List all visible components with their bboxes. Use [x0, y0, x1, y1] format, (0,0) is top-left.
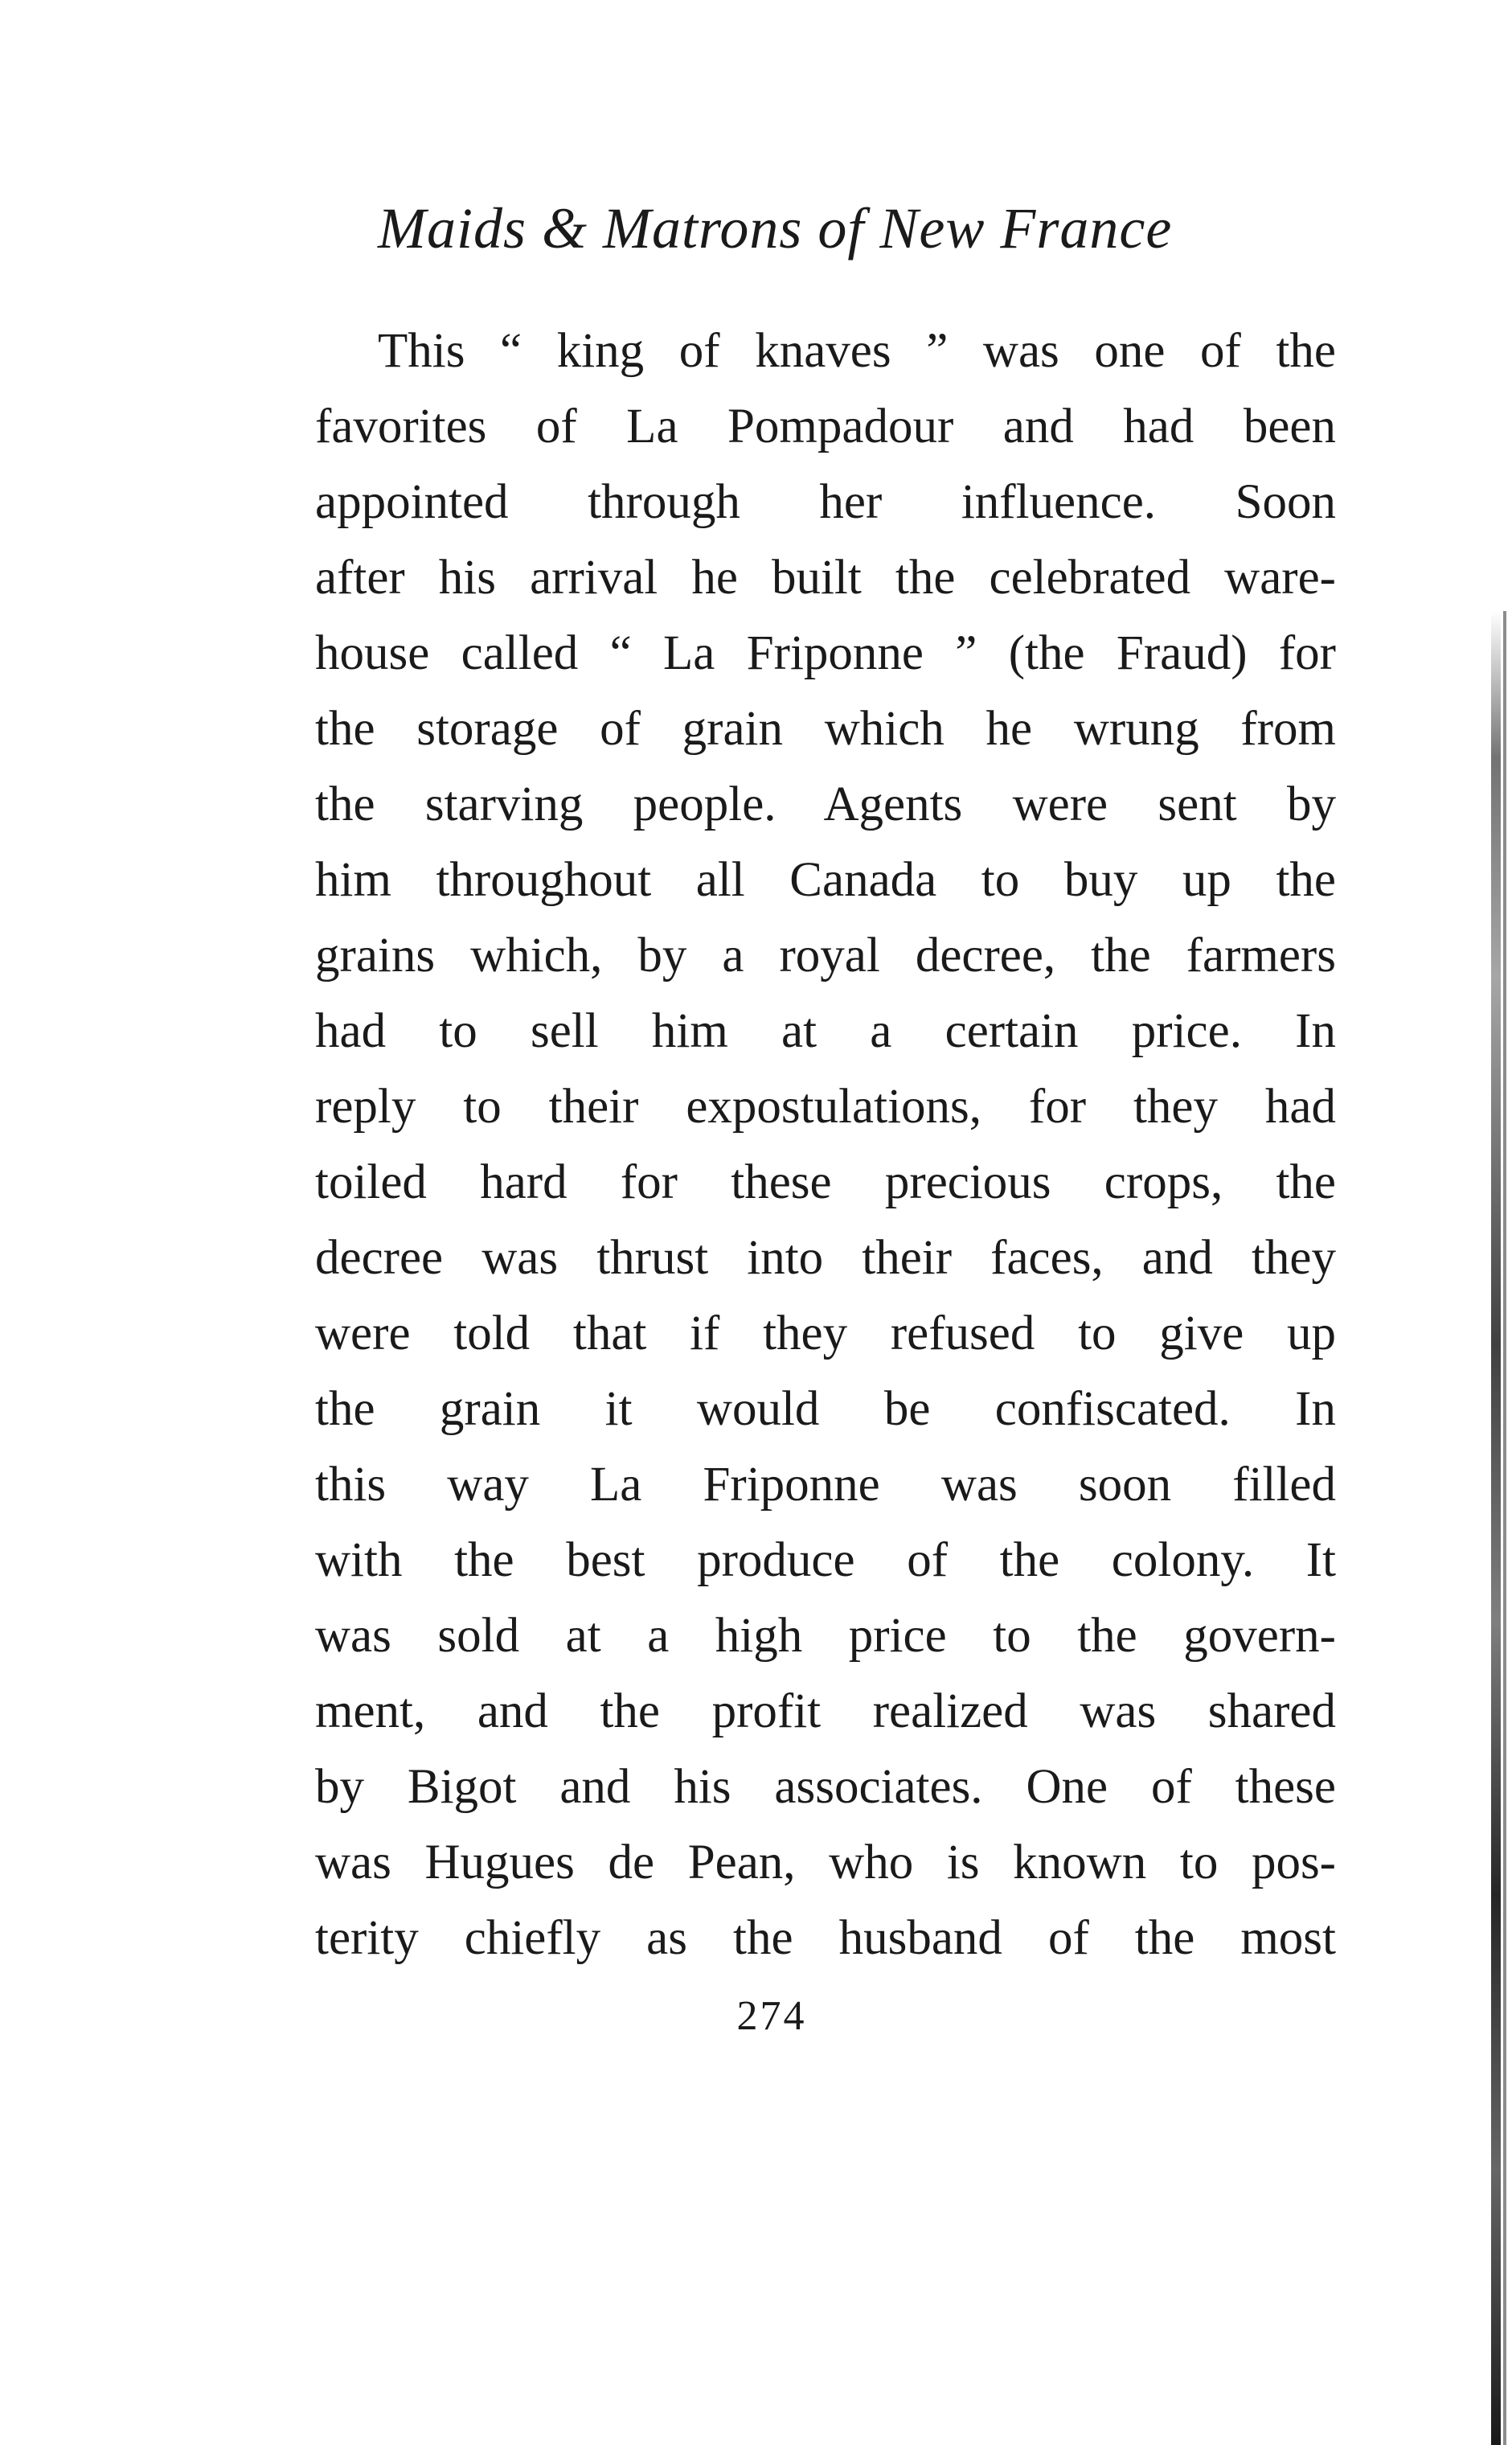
- text-line: the grain it would be confiscated. In: [315, 1382, 1336, 1436]
- text-line: after his arrival he built the celebrated ware-: [315, 551, 1336, 605]
- text-line: appointed through her influence. Soon: [315, 475, 1336, 529]
- text-line: was Hugues de Pean, who is known to pos-: [315, 1836, 1336, 1889]
- text-line: the storage of grain which he wrung from: [315, 702, 1336, 756]
- text-line: had to sell him at a certain price. In: [315, 1004, 1336, 1058]
- text-line: the starving people. Agents were sent by: [315, 777, 1336, 831]
- page-edge-shadow: [1491, 611, 1501, 2445]
- text-line: ment, and the profit realized was shared: [315, 1684, 1336, 1738]
- text-line: were told that if they refused to give up: [315, 1307, 1336, 1360]
- text-line: grains which, by a royal decree, the farmers: [315, 929, 1336, 983]
- text-line: with the best produce of the colony. It: [315, 1533, 1336, 1587]
- text-line: favorites of La Pompadour and had been: [315, 400, 1336, 453]
- text-line: terity chiefly as the husband of the most: [315, 1911, 1336, 1965]
- running-head: Maids & Matrons of New France: [378, 196, 1173, 260]
- body-text: [315, 314, 1336, 1976]
- text-line: by Bigot and his associates. One of these: [315, 1760, 1336, 1814]
- text-line: him throughout all Canada to buy up the: [315, 853, 1336, 907]
- text-line: house called “ La Friponne ” (the Fraud) for: [315, 626, 1336, 680]
- text-line: reply to their expostulations, for they had: [315, 1080, 1336, 1134]
- text-line: this way La Friponne was soon filled: [315, 1458, 1336, 1512]
- text-line: decree was thrust into their faces, and they: [315, 1231, 1336, 1285]
- page-number: 274: [736, 1993, 807, 2039]
- text-line: This “ king of knaves ” was one of the: [378, 324, 1336, 378]
- text-line: was sold at a high price to the govern-: [315, 1609, 1336, 1663]
- text-line: toiled hard for these precious crops, the: [315, 1155, 1336, 1209]
- page-edge-line: [1503, 611, 1506, 2445]
